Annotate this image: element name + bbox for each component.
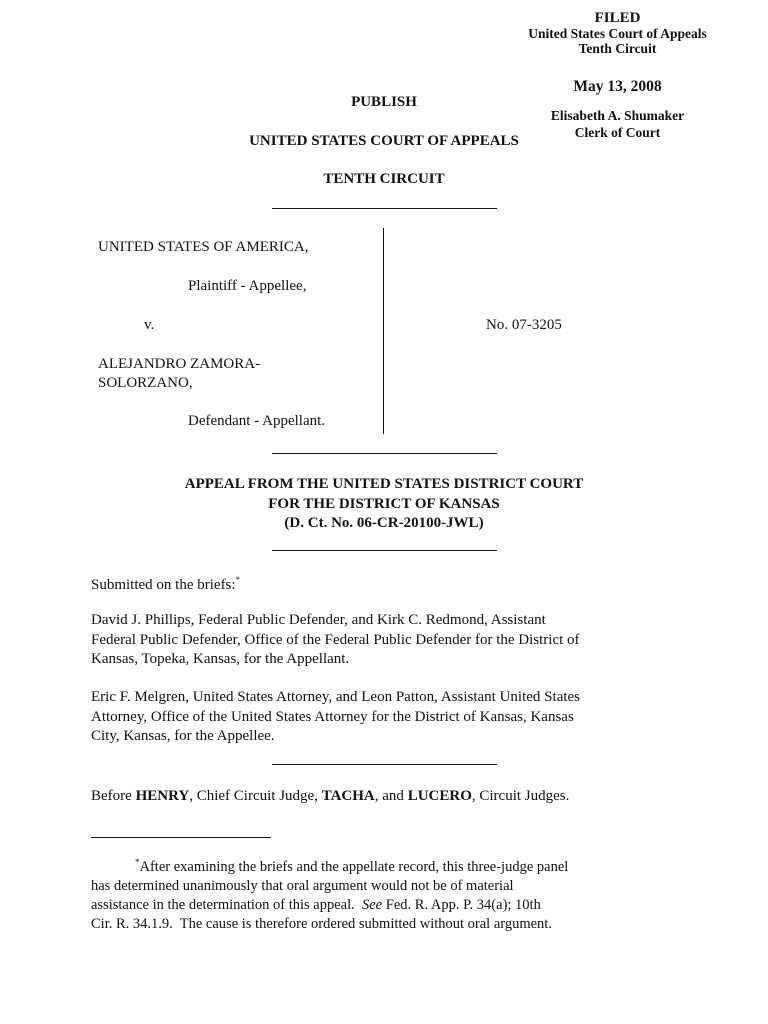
judge-henry-title: , Chief Circuit Judge, bbox=[189, 788, 322, 804]
footnote-marker: * bbox=[235, 575, 241, 585]
footnote-line2: has determined unanimously that oral argument would not be of material bbox=[91, 878, 514, 894]
appeal-line1: APPEAL FROM THE UNITED STATES DISTRICT COURT bbox=[184, 476, 584, 492]
counsel-appellee-line: Attorney, Office of the United States Attorney for the District of Kansas, Kansas bbox=[91, 708, 574, 725]
plaintiff-role: Plaintiff - Appellee, bbox=[188, 278, 307, 294]
judge-henry: HENRY bbox=[135, 788, 190, 804]
filed-stamp bbox=[480, 10, 755, 140]
footnote-marker: * bbox=[135, 857, 140, 867]
versus: v. bbox=[144, 317, 155, 333]
stamp-court: United States Court of Appeals bbox=[528, 26, 707, 41]
filed-label: FILED bbox=[594, 10, 641, 26]
submitted-text: Submitted on the briefs: bbox=[91, 577, 236, 593]
footnote-see: See bbox=[362, 897, 383, 913]
appeal-rule bbox=[272, 550, 497, 551]
caption-divider bbox=[383, 228, 384, 434]
circuit-name: TENTH CIRCUIT bbox=[323, 171, 445, 187]
header-rule bbox=[272, 208, 497, 209]
footnote-line1: After examining the briefs and the appellate record, this three-judge panel bbox=[139, 859, 569, 875]
footnote-line bbox=[91, 853, 711, 877]
appeal-block bbox=[84, 475, 684, 534]
footnote-line4: Cir. R. 34.1.9. The cause is therefore ordered submitted without oral argument. bbox=[91, 916, 552, 932]
counsel-appellee-line: City, Kansas, for the Appellee. bbox=[91, 728, 275, 744]
plaintiff-name: UNITED STATES OF AMERICA, bbox=[98, 239, 309, 255]
counsel-appellant bbox=[91, 611, 711, 670]
stamp-circuit: Tenth Circuit bbox=[578, 41, 657, 56]
filed-date: May 13, 2008 bbox=[573, 78, 662, 95]
caption-rule bbox=[272, 453, 497, 454]
panel-line bbox=[91, 787, 569, 807]
counsel-appellant-line: Federal Public Defender, Office of the Federal Public Defender for the District of bbox=[91, 631, 580, 648]
judge-tacha: TACHA bbox=[321, 788, 375, 804]
appeal-line3: (D. Ct. No. 06-CR-20100-JWL) bbox=[284, 515, 484, 531]
submitted-line bbox=[91, 571, 240, 596]
counsel-appellee bbox=[91, 688, 711, 747]
footnote-line3-b: Fed. R. App. P. 34(a); 10th bbox=[382, 897, 541, 913]
panel-before: Before bbox=[91, 788, 136, 804]
footnote-line3 bbox=[91, 896, 711, 915]
counsel-appellant-line: David J. Phillips, Federal Public Defender, and Kirk C. Redmond, Assistant bbox=[91, 612, 546, 628]
counsel-appellant-line: Kansas, Topeka, Kansas, for the Appellant. bbox=[91, 651, 350, 667]
counsel-rule bbox=[272, 764, 497, 765]
appeal-line2: FOR THE DISTRICT OF KANSAS bbox=[268, 495, 500, 512]
defendant-role: Defendant - Appellant. bbox=[188, 413, 326, 429]
footnote-line3-a: assistance in the determination of this appeal. bbox=[91, 897, 362, 913]
clerk-title: Clerk of Court bbox=[574, 125, 661, 140]
court-name: UNITED STATES COURT OF APPEALS bbox=[249, 133, 519, 149]
judge-lucero: LUCERO bbox=[407, 788, 472, 804]
defendant-name-line1: ALEJANDRO ZAMORA- bbox=[98, 356, 261, 372]
footnote bbox=[91, 853, 711, 934]
panel-and: , and bbox=[374, 788, 408, 804]
defendant-name-line2: SOLORZANO, bbox=[98, 375, 193, 391]
clerk-name: Elisabeth A. Shumaker bbox=[550, 108, 685, 123]
counsel-appellee-line: Eric F. Melgren, United States Attorney, and Leon Patton, Assistant United States bbox=[91, 689, 581, 705]
case-number: No. 07-3205 bbox=[486, 317, 562, 333]
footnote-rule bbox=[91, 837, 271, 838]
publish-label: PUBLISH bbox=[351, 94, 417, 110]
judge-lucero-title: , Circuit Judges. bbox=[471, 788, 570, 804]
